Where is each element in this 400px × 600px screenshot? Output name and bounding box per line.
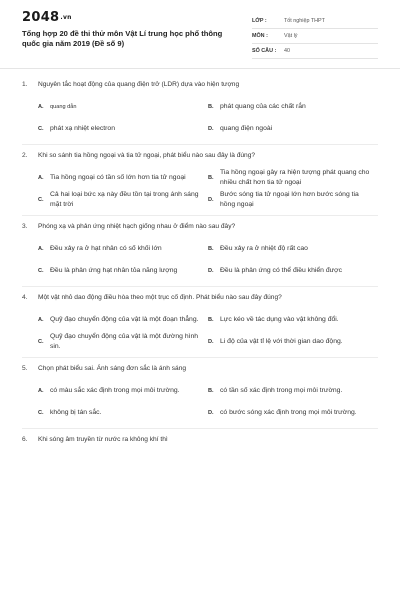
option-list — [22, 380, 378, 424]
option-c[interactable] — [38, 118, 208, 140]
meta-row-count — [252, 44, 378, 59]
question-text: Khi sóng âm truyền từ nước ra không khí thì — [38, 436, 168, 443]
option-list — [22, 309, 378, 353]
option-c[interactable] — [38, 402, 208, 424]
option-letter: B. — [208, 174, 214, 181]
option-text: Quỹ đạo chuyển động của vật là một đường hình sin. — [50, 332, 199, 350]
option-letter: D. — [208, 338, 214, 345]
option-letter: C. — [38, 196, 44, 203]
option-d[interactable] — [208, 118, 378, 140]
meta-value: Vật lý — [284, 33, 298, 39]
option-b[interactable] — [208, 380, 378, 402]
option-text: không bị tán sắc. — [50, 408, 102, 416]
option-letter: A. — [38, 174, 44, 181]
option-c[interactable] — [38, 260, 208, 282]
option-text: Bước sóng tia tử ngoại lớn hơn bước sóng tia hồng ngoại — [220, 190, 359, 208]
option-letter: C. — [38, 338, 44, 345]
option-d[interactable] — [208, 189, 378, 211]
option-text: Đều là phản ứng hạt nhân tỏa năng lượng — [50, 266, 178, 274]
option-text: Li độ của vật tỉ lệ với thời gian dao động. — [220, 337, 343, 345]
option-letter: C. — [38, 267, 44, 274]
document-header — [0, 0, 400, 64]
option-a[interactable] — [38, 380, 208, 402]
option-b[interactable] — [208, 238, 378, 260]
option-letter: D. — [208, 267, 214, 274]
question-number: 6. — [22, 436, 28, 443]
question-number: 3. — [22, 223, 28, 230]
option-text: Cả hai loại bức xạ này đều tồn tại trong ánh sáng mặt trời — [50, 190, 199, 208]
option-text: Tia hồng ngoại gây ra hiện tượng phát quang cho nhiều chất hơn tia tử ngoại — [220, 168, 370, 186]
option-letter: B. — [208, 387, 214, 394]
option-c[interactable] — [38, 331, 208, 353]
option-d[interactable] — [208, 331, 378, 353]
bottom-fade — [0, 590, 400, 600]
option-text: phát xạ nhiệt electron — [50, 124, 115, 132]
meta-row-subject — [252, 29, 378, 44]
option-text: Tia hồng ngoại có tần số lớn hơn tia tử ngoại — [50, 173, 186, 181]
option-letter: A. — [38, 387, 44, 394]
meta-key: LỚP : — [252, 18, 267, 24]
question-6 — [0, 429, 400, 449]
option-letter: A. — [38, 103, 44, 110]
meta-key: SỐ CÂU : — [252, 48, 277, 54]
question-text: Chọn phát biểu sai. Ánh sáng đơn sắc là ánh sáng — [38, 365, 187, 372]
question-1 — [0, 74, 400, 145]
option-a[interactable] — [38, 96, 208, 118]
question-5 — [0, 358, 400, 429]
question-text: Khi so sánh tia hồng ngoại và tia tử ngoại, phát biểu nào sau đây là đúng? — [38, 152, 256, 159]
option-letter: B. — [208, 103, 214, 110]
option-d[interactable] — [208, 260, 378, 282]
option-text: có màu sắc xác định trong mọi môi trường. — [50, 386, 180, 394]
option-list — [22, 238, 378, 282]
question-number: 5. — [22, 365, 28, 372]
option-b[interactable] — [208, 96, 378, 118]
option-a[interactable] — [38, 309, 208, 331]
meta-value: 40 — [284, 48, 290, 54]
logo-text: 2048 — [22, 10, 60, 25]
option-letter: C. — [38, 409, 44, 416]
question-number: 4. — [22, 294, 28, 301]
option-list — [22, 167, 378, 211]
option-text: Lực kéo về tác dụng vào vật không đổi. — [220, 315, 339, 323]
option-text: quang điện ngoài — [220, 124, 273, 132]
question-3 — [0, 216, 400, 287]
option-letter: B. — [208, 316, 214, 323]
question-2 — [0, 145, 400, 216]
header-divider — [0, 68, 400, 69]
option-text: Đều xảy ra ở hạt nhân có số khối lớn — [50, 244, 162, 252]
meta-value: Tốt nghiệp THPT — [284, 18, 325, 24]
option-text: Đều là phản ứng có thể điều khiển được — [220, 266, 343, 274]
option-text: có bước sóng xác định trong mọi môi trường. — [220, 408, 357, 416]
question-list — [0, 74, 400, 449]
document-title: Tổng hợp 20 đề thi thử môn Vật Lí trung học phổ thông quốc gia năm 2019 (Đề số 9) — [22, 29, 223, 48]
option-a[interactable] — [38, 167, 208, 189]
option-list — [22, 96, 378, 140]
option-letter: C. — [38, 125, 44, 132]
meta-key: MÔN : — [252, 33, 268, 39]
question-text: Một vật nhỏ dao động điều hòa theo một trục cố định. Phát biểu nào sau đây đúng? — [38, 294, 282, 301]
option-letter: B. — [208, 245, 214, 252]
question-text: Nguyên tắc hoạt động của quang điện trở (LDR) dựa vào hiện tượng — [38, 81, 240, 88]
question-number: 2. — [22, 152, 28, 159]
option-a[interactable] — [38, 238, 208, 260]
option-b[interactable] — [208, 167, 378, 189]
option-text: có tần số xác định trong mọi môi trường. — [220, 386, 343, 394]
meta-row-class — [252, 14, 378, 29]
option-d[interactable] — [208, 402, 378, 424]
option-letter: A. — [38, 316, 44, 323]
option-letter: A. — [38, 245, 44, 252]
question-number: 1. — [22, 81, 28, 88]
logo-suffix: .vn — [60, 14, 72, 21]
option-text: phát quang của các chất rắn — [220, 102, 306, 110]
question-4 — [0, 287, 400, 358]
question-text: Phóng xạ và phản ứng nhiệt hạch giống nhau ở điểm nào sau đây? — [38, 223, 236, 230]
option-letter: D. — [208, 409, 214, 416]
option-b[interactable] — [208, 309, 378, 331]
option-text: quang dẫn — [50, 103, 77, 110]
option-text: Quỹ đạo chuyển động của vật là một đoạn thẳng. — [50, 315, 199, 323]
option-letter: D. — [208, 196, 214, 203]
option-letter: D. — [208, 125, 214, 132]
option-text: Đều xảy ra ở nhiệt độ rất cao — [220, 244, 308, 252]
option-c[interactable] — [38, 189, 208, 211]
document-meta — [252, 14, 378, 59]
